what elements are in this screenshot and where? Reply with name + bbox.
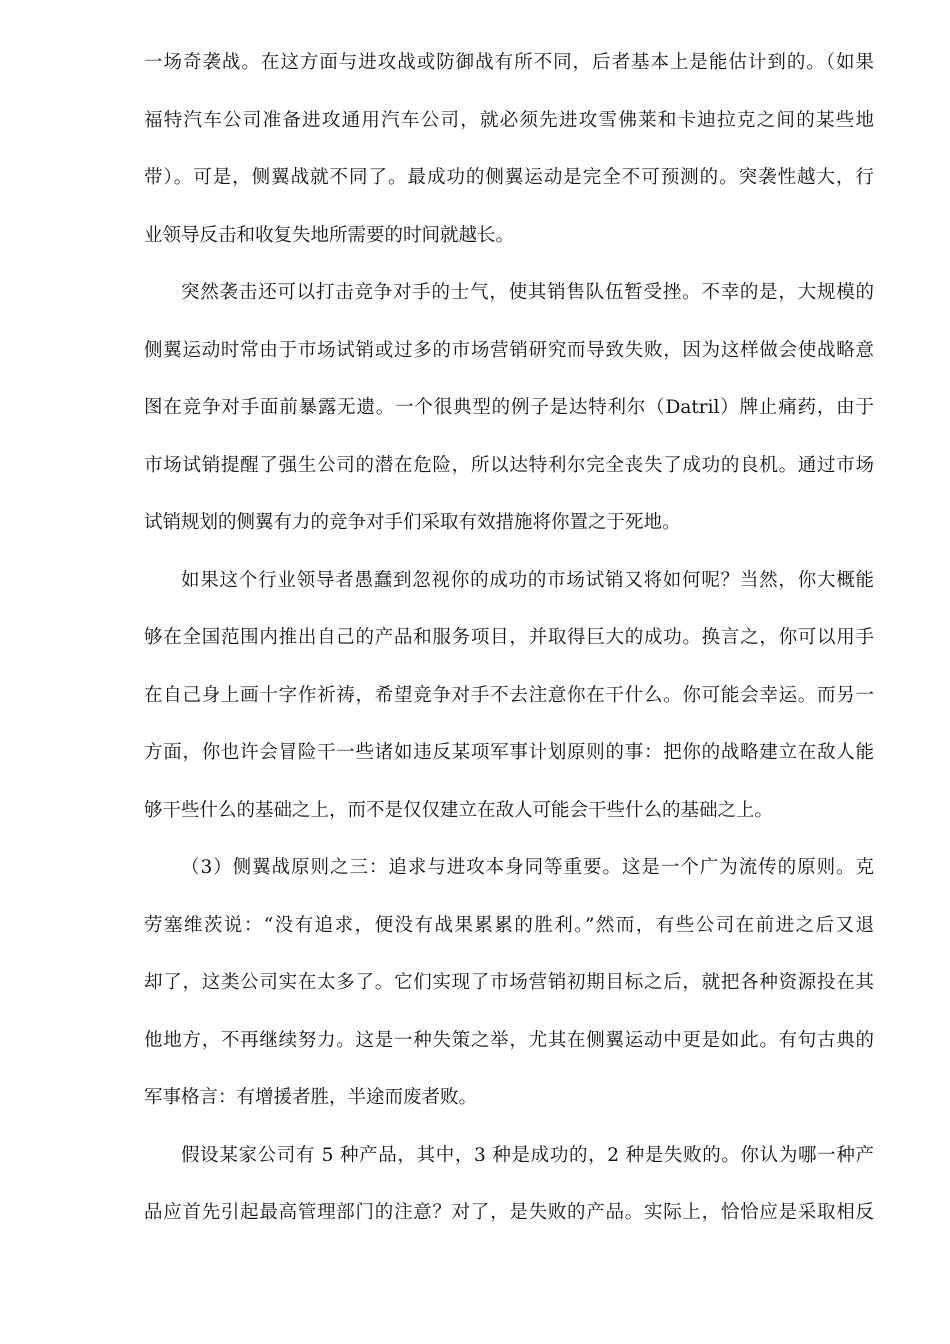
document-body	[144, 43, 874, 1251]
text-line: 图在竞争对手面前暴露无遗。一个很典型的例子是达特利尔（Datril）牌止痛药，由于	[144, 397, 874, 418]
text-line: 市场试销提醒了强生公司的潜在危险，所以达特利尔完全丧失了成功的良机。通过市场	[144, 454, 874, 476]
text-line: 却了，这类公司实在太多了。它们实现了市场营销初期目标之后，就把各种资源投在其	[144, 972, 874, 993]
text-line: 突然袭击还可以打击竞争对手的士气，使其销售队伍暂受挫。不幸的是，大规模的	[181, 282, 874, 303]
text-line: 业领导反击和收复失地所需要的时间就越长。	[144, 224, 515, 246]
text-line: 试销规划的侧翼有力的竞争对手们采取有效措施将你置之于死地。	[144, 512, 681, 533]
text-line: 带）。可是，侧翼战就不同了。最成功的侧翼运动是完全不可预测的。突袭性越大，行	[144, 167, 874, 188]
text-line: 如果这个行业领导者愚蠢到忽视你的成功的市场试销又将如何呢？当然，你大概能	[181, 569, 874, 591]
text-line: （3）侧翼战原则之三：追求与进攻本身同等重要。这是一个广为流传的原则。克	[181, 857, 874, 878]
text-line: 够在全国范围内推出自己的产品和服务项目，并取得巨大的成功。换言之，你可以用手	[144, 627, 874, 648]
paragraph-4	[144, 848, 874, 1136]
paragraph-3	[144, 561, 874, 849]
text-line: 侧翼运动时常由于市场试销或过多的市场营销研究而导致失败，因为这样做会使战略意	[144, 339, 874, 361]
text-line: 品应首先引起最高管理部门的注意？对了，是失败的产品。实际上，恰恰应是采取相反	[144, 1202, 874, 1223]
text-line: 在自己身上画十字作祈祷，希望竞争对手不去注意你在干什么。你可能会幸运。而另一	[144, 684, 874, 706]
text-line: 劳塞维茨说：“没有追求，便没有战果累累的胜利。”然而，有些公司在前进之后又退	[144, 914, 874, 936]
text-line: 方面，你也许会冒险干一些诸如违反某项军事计划原则的事：把你的战略建立在敌人能	[144, 742, 874, 763]
paragraph-1	[144, 43, 874, 273]
text-line: 福特汽车公司准备进攻通用汽车公司，就必须先进攻雪佛莱和卡迪拉克之间的某些地	[144, 109, 874, 131]
paragraph-5	[144, 1136, 874, 1251]
text-line: 军事格言：有增援者胜，半途而废者败。	[144, 1087, 478, 1108]
text-line: 假设某家公司有 5 种产品，其中，3 种是成功的，2 种是失败的。你认为哪一种产	[181, 1144, 874, 1166]
text-line: 一场奇袭战。在这方面与进攻战或防御战有所不同，后者基本上是能估计到的。（如果	[144, 52, 874, 73]
text-line: 他地方，不再继续努力。这是一种失策之举，尤其在侧翼运动中更是如此。有句古典的	[144, 1029, 874, 1051]
text-line: 够干些什么的基础之上，而不是仅仅建立在敌人可能会干些什么的基础之上。	[144, 799, 774, 821]
paragraph-2	[144, 273, 874, 561]
